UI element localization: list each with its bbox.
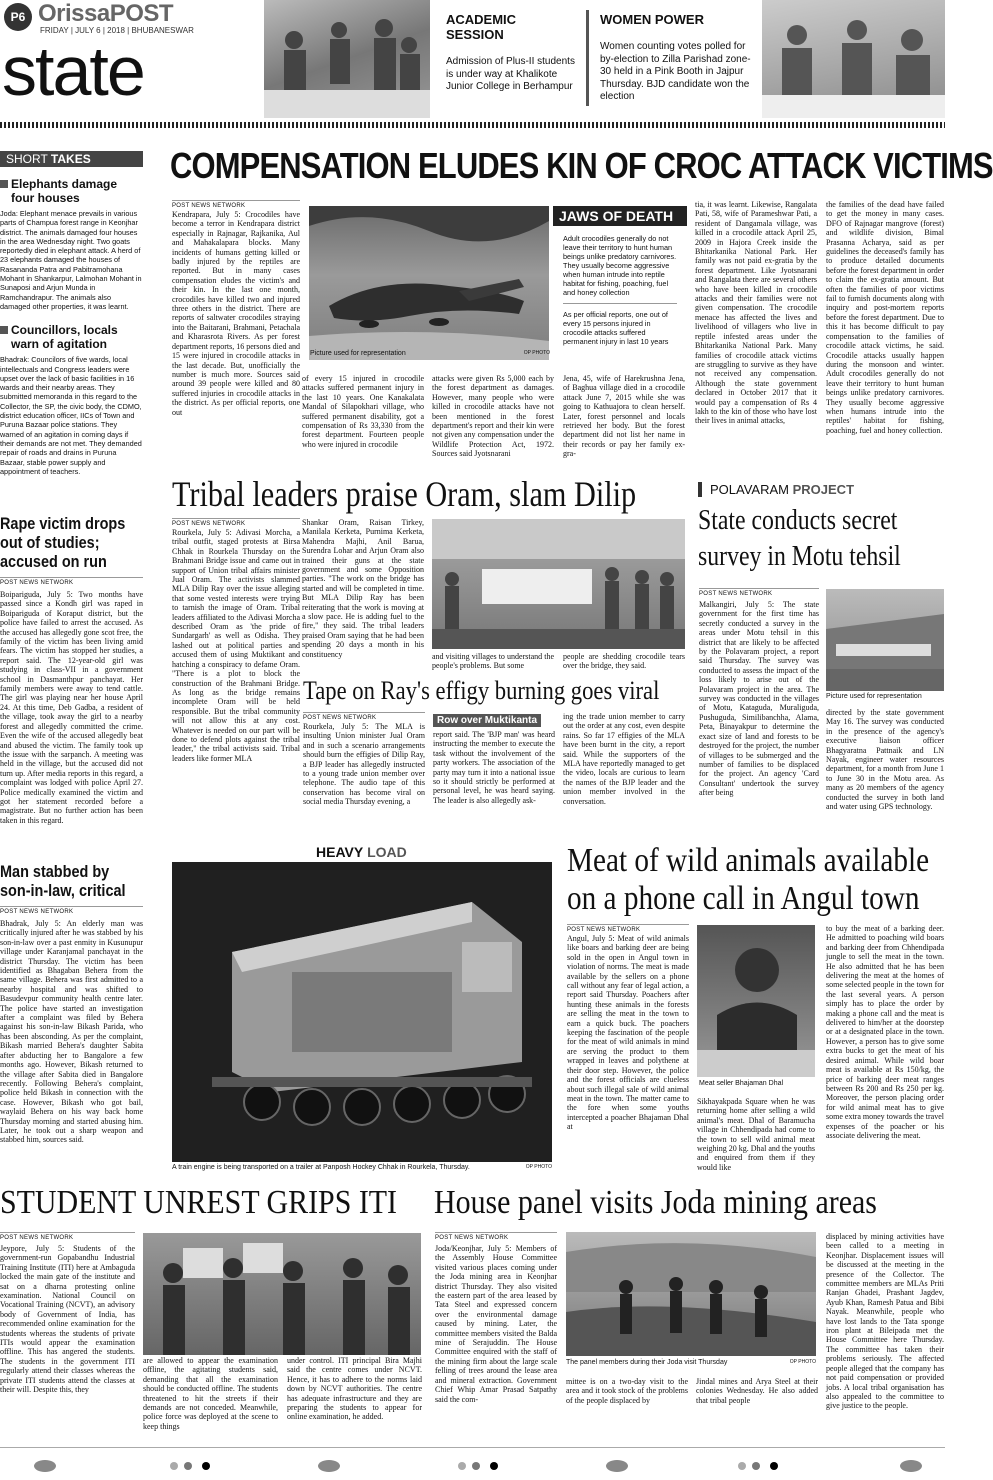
teaser-kicker: WOMEN POWER [600,12,704,27]
train-engine-photo [172,862,552,1162]
footer-rule [0,1447,945,1448]
short-take-body: Joda: Elephant menace prevails in various parts of Champua forest range in Keonjhar district. The animals damaged four houses in the area Wednesday night. Two goats reportedly died in elephant attack. A herd of 23 elephants damaged the houses of Rasananda Patra and Pabitramohana Mohant in Shankarpur, Lalmohan Mohant in Sunaposi and Arjun Munda in Ramchandrapur. The animals also damaged other properties, it was learnt. [0,209,142,311]
short-take-item[interactable] [0,323,143,476]
joda-headline[interactable]: House panel visits Joda mining areas [434,1184,877,1221]
tribal-col-4: people are shedding crocodile tears over the bridge, they said. [563,652,685,671]
short-takes-label: SHORT TAKES [0,151,143,167]
joda-col-4: displaced by mining activities have been called to a meeting in Keonjhar. Displacement issues will be discussed at the meeting in the presence of the Collector. The committee members are MLAs Priti Ranjan Ghadei, Prashant Jagdev, Ayub Khan, Ramesh Patua and Bibi Nayak. Meanwhile, people who have lost lands to the Tata sponge iron plant at Bileipada met the House Committee here Thursday. The committee has taken their problems seriously. The affected people alleged that the company has not paid compensation or provided jobs. A local tribal organisation has also appealed to the committee to give justice to the people. [826,1232,944,1411]
short-take-body: Bhadrak: Councilors of five wards, local intellectuals and Congress leaders were upset over the lack of basic facilities in 16 wards and their nearby areas. They submitted memoranda in this regard to the Collector, the SP, the civic body, the CDMO, district education officer, IICs of Town and Puruna Bazaar police stations. They warned of an agitation in coming days if their demands are not met. They demanded repair of roads and drains in Puruna Bazaar, stable power supply and appointment of teachers. [0,355,142,476]
polavaram-photo-caption: Picture used for representation [826,693,922,700]
teaser-academic[interactable] [446,12,576,94]
effigy-col-3: ing the trade union member to carry out the order at any cost, even despite rains. So far 17 effigies of the MLA have been burnt in the city, a report said. While the supporters of the MLA have reportedly managed to get the video, locals are curious to learn the names of the BJP leader and the union member involved in the conversation. [563,712,685,806]
tribal-col-2: Shankar Oram, Raisan Tirkey, Manilala Kerketa, Purnima Kerketa, Mahendra Majhi, Anil Barua, Surendra Lohar and Arjun Oram also trained their guns at the state government and some Opposition parties. "The work on the bridge has started and will be completed in time. But MLA Dilip Ray has been reiterating that the work is moving at a slow pace. He is adding fuel to the fire," they said. The tribal leaders praised Oram saying that he had been spending 20 days a month in his constituency [302,518,424,659]
rape-headline: Rape victim drops out of studies; accused on run [0,514,126,571]
short-takes [0,151,143,476]
meat-col-1: Angul, July 5: Meat of wild animals like boars and barking deer are being sold in the open in Angul town in violation of norms. The meat is made available by the sellers on a phone call without any fear of legal action, a report said Thursday. Poachers after hunting these animals in the forests are selling the meat in the town to earn a quick buck. The poachers keeping the fascination of the people for the meat of wild animals in mind are serving the product to them wrapped in leaves and polythene at their door step. However, the police and the forest officials are clueless about such illegal sale of wild animal meat in the town. The matter came to the fore when some youths intercepted a poacher Bhajaman Dhal at [567,934,689,1132]
teaser-women[interactable] [600,12,752,104]
teaser-divider [586,10,589,106]
polavaram-headline[interactable]: State conducts secret survey in Motu tehsil [698,504,901,572]
jaws-title: JAWS OF DEATH [553,206,687,226]
dateline: FRIDAY | JULY 6 | 2018 | BHUBANESWAR [40,26,194,35]
croc-byline: POST NEWS NETWORK [172,200,300,209]
tribal-col-3: and visiting villages to understand the people's problems. But some [432,652,554,671]
women-counting-photo [762,0,945,118]
croc-col-2: of every 15 injured in crocodile attacks suffered permanent injury in the last 10 years. One Kanakalata Mandal of Silapokhari village, who suffered permanent disability, got a compensation of Rs 33,330 from the forest department. Fourteen people who were injured in crocodile [302,374,424,449]
crocodile-photo [309,206,549,360]
iti-headline[interactable]: STUDENT UNREST GRIPS ITI [0,1184,398,1221]
registration-marks [0,1458,945,1478]
stabbed-body: Bhadrak, July 5: An elderly man was critically injured after he was stabbed by his son-in-law over a past enmity in Kusunupur village under Karanjamal panchayat in the district Thursday. The victim has been identified as Bhagaban Behera from the same village. Behera was first admitted to a nearby hospital and was shifted to Basudevpur community health centre later. The police have started an investigation after a complaint was filed by Behera against his son-in-law Bikash Parida, who has been absconding. As per the complaint, Bikash married Behera's daughter Sabita after abducting her to Bangalore a few months ago. However, Bikash returned to the village after Sabita died in Bangalore recently. Following Behera's complaint, police held Bikash in connection with the case. However, Bikash who got bail, waylaid Behera on his way back home Thursday morning and started abusing him. Later, he took out a sharp weapon and stabbed him, sources said. [0,919,143,1145]
effigy-col-1: Rourkela, July 5: The MLA is insulting Union minister Jual Oram and in such a scenario arrangements should burn the effigies of Dilip Ray, a BJP leader has allegedly instructed to a young trade union member over telephone. The audio tape of this conservation has become viral on social media Thursday evening, a [303,722,425,807]
teaser-kicker: ACADEMIC SESSION [446,12,517,42]
section-title: state [2,32,144,110]
short-take-headline: Elephants damage four houses [0,177,143,205]
jaws-of-death-box [553,206,687,362]
iti-col-1: Jeypore, July 5: Students of the government-run Gopabandhu Industrial Training Institute (ITI) here at Ambaguda locked the main gate of the institute and sat on a dharna protesting online examination. National Council on Vocational Training (NCVT), an advisory body of Government of India, has recommended online examination for the students whereas the students of private ITIs would appear the examination offline. This has angered the students. The students in the government ITI regularly attend their classes whereas the private ITI students attend the classes at their will. Despite this, they [0,1244,135,1395]
polavaram-kicker: POLAVARAM PROJECT [698,482,854,497]
jaws-fact-1: Adult crocodiles generally do not leave their territory to hunt human beings unlike predatory carnivores. They usually become aggressive when human intrude into reptile habitat for fishing, poaching, fuel and honey collection [563,234,677,297]
polavaram-col-2: directed by the state government May 16. The survey was conducted in the presence of the agency's executive liaison officer Bhagyaratna Pattnaik and LN Nayak, engineer water resources department, for a month from June 1 to June 30 in the Motu area. As many as 20 members of the agency conducted the survey in both land and water using GPS technology. [826,708,944,812]
croc-col-3: attacks were given Rs 5,000 each by the forest department as damages. However, many people who were killed in crocodile attacks have not been mentioned in the forest department's report and their kin were not given any compensation under the Wildlife Protection Act, 1972. Sources said Jyotsnarani [432,374,554,459]
rape-body: Boipariguda, July 5: Two months have passed since a Kondh girl was raped in Boipariguda of Koraput district, but the police have failed to arrest the accused. As the accused has allegedly gone scot free, the family of the victim has been living amid fears. The victim has stopped her studies, a report said. The 12-year-old girl was studying in class-VII in a government school in Dasmanthpur panchayat. Her family members were away to tend cattle. The girl was playing near her house April 24. At this time, Deb Gadba, a resident of the village, took away the girl to a nearby forest and allegedly committed the crime. Even the wife of the accused allegedly beat and abused the victim. The family took up the issue with the sarpanch. A meeting was held in the village, but the accused did not turn up. After media reports in this regard, a complaint was lodged with police April 27. Police medically examined the victim and got her statement recorded before a magistrate. But no further action has been taken in this regard. [0,590,143,825]
joda-col-1: Joda/Keonjhar, July 5: Members of the Assembly House Committee visited various places coming under the Joda mining area in Keonjhar district Thursday. They also visited the eastern part of the area leased by Tata Steel and expressed concern over the environmental damage caused by mining. Later, the committee members visited the Balda mine of Serajuddin. The House Committee enquired with the staff of the mining firm about the large scale felling of trees around the lease area and mineral extraction. Government Chief Whip Amar Prasad Satpathy said the com- [435,1244,557,1404]
rape-story[interactable]: Rape victim drops out of studies; accused on run POST NEWS NETWORK Boipariguda, July 5: Two months have passed since a Kondh girl was raped in Boipariguda of Koraput district, but the police have failed to arrest the accused. As the accused has allegedly gone scot free, the family of the victim has been living amid fears. The victim has stopped her studies, a report said. The 12-year-old girl was studying in class-VII in a government school in Dasmanthpur panchayat. Her family members were away to tend cattle. The girl was playing near her house April 24. At this time, Deb Gadba, a resident of the village, took away the girl to a nearby forest and allegedly committed the crime. Even the wife of the accused allegedly beat and abused the victim. The family took up the issue with the sarpanch. A meeting was held in the village, but the accused did not turn up. After media reports in this regard, a complaint was lodged with police April 27. Police medically examined the victim and got her statement recorded before a magistrate. But no further action has been taken in this regard. [0,514,143,854]
tribal-col-1: Rourkela, July 5: Adivasi Morcha, a tribal outfit, staged protests at Birsa Chhak in Rourkela Thursday on the Brahmani Bridge issue and came out in support of Union tribal affairs minister Jual Oram. The activists slammed MLA Dilip Ray over the issue alleging that some vested interests were trying to tarnish the image of Oram. Tribal leaders affiliated to the Adivasi Morcha described Oram as 'the pride of Sundargarh' as well as Odisha. They lashed out at political parties and accused them of using Muktikant and hatching a conspiracy to defame Oram. "There is a plot to block the construction of the Brahmani Bridge. As long as the bridge remains incomplete Oram will be held responsible. But the tribal community will not allow this at any cost. Whatever is needed on our part will be done to defend plots against the tribal leader," the tribal activists said. Tribal leaders like former MLA [172,528,300,763]
masthead-stripe [0,122,945,128]
meat-col-2: Sikhayakpada Square when he was returning home after selling a wild animal's meat. Dhal of Baramucha village in Chhendipada had come to the town to sell wild animal meat weighing 20 kg. Dhal and the youths and enquired from them if they would like [697,1097,815,1172]
meat-photo-caption: Meat seller Bhajaman Dhal [699,1080,784,1087]
polavaram-photo [826,589,944,691]
effigy-col-2: report said. The 'BJP man' was heard instructing the member to execute the task without the involvement of the party workers. The association of the party may turn it into a national issue so it should strictly be performed at personal level, he was heard saying. The leader is also allegedly ask- [433,730,555,805]
teaser-text: Admission of Plus-II students is under way at Khalikote Junior College in Berhampur [446,56,575,92]
tribal-headline[interactable]: Tribal leaders praise Oram, slam Dilip [172,474,637,514]
meat-col-3: to buy the meat of a barking deer. He admitted to poaching wild boars and barking deer from Chhendipada jungle to sell the meat in the town. He also admitted that he has been delivering the meat at the homes of some selected people in the town for the last several years. A person simply has to place the order by making a phone call and the meat is delivered to him/her at the doorstep or at a designated place in the town. However, a person has to give some extra bucks to get the meat of his desired animal. While wild boar meat is available at Rs 150/kg, the price of barking deer meat ranges between Rs 200 and Rs 250 per kg. Moreover, the person placing order for wild animal meat has to give some extra money towards the travel expenses of the poacher or his associate delivering the meat. [826,924,944,1140]
croc-col-5: tia, it was learnt. Likewise, Rangalata Pati, 58, wife of Parameshwar Pati, a resident of Dangamala village, was killed in a crocodile attack April 25, 2009 in Hajora Creek inside the Bhitarkanika National Park. Her family was not paid ex-gratia by the forest department. Like Jyotsnarani and Rangalata there are several others who have been killed in crocodile attacks and their families were not given compensation. The crocodile menace has affected the lives and livelihood of villagers who live in reptile infested areas under the Bhitarkanika National Park. Many families of crocodile attack victims are struggling to survive as they have not received any compensation. Although the state government declared in October 2017 that it would pay a compensation of Rs 4 lakh to the kin of those who have lost their lives in animal attacks, [695,200,817,426]
iti-col-2: are allowed to appear the examination offline, the agitating students said, demanding that all the examination should be conducted offline. The students threatened to hit the streets if their demands are not conceded. Meanwhile, police force was deployed at the scene to keep things [143,1356,278,1431]
page-number-badge: P6 [4,3,32,31]
brand-logo: OrissaPOST [38,0,174,27]
croc-headline[interactable]: COMPENSATION ELUDES KIN OF CROC ATTACK VICTIMS [170,145,993,186]
meat-seller-photo [697,925,815,1077]
train-photo-caption: A train engine is being transported on a trailer at Panposh Hockey Chhak in Rourkela, Thursday. OP PHOTO [172,1164,552,1171]
iti-protest-photo [143,1233,421,1355]
tribal-protest-photo [432,519,685,649]
stabbed-headline: Man stabbed by son-in-law, critical [0,862,126,900]
effigy-kicker: Row over Muktikanta [433,714,541,727]
stabbed-story[interactable]: Man stabbed by son-in-law, critical POST NEWS NETWORK Bhadrak, July 5: An elderly man was critically injured after he was stabbed by his son-in-law over a past enmity in Kusunupur village under Karanjamal panchayat in the district Thursday. The victim has been identified as Bhagaban Behera from the same village. Behera was first admitted to a nearby hospital and was shifted to Basudevpur community health centre later. The police have started an investigation after a complaint was filed by Behera against his son-in-law Bikash Parida, who has been absconding. As per the complaint, Bikash married Behera's daughter Sabita after abducting her to Bangalore a few months ago. However, Bikash returned to the village after Sabita died in Bangalore recently. Following Behera's complaint, police held Bikash in connection with the case. However, Bikash who got bail, waylaid Behera on his way back home Thursday morning and started abusing him. Later, he took out a sharp weapon and stabbed him, sources said. [0,862,143,1183]
effigy-headline[interactable]: Tape on Ray's effigy burning goes viral [303,676,660,705]
short-take-headline: Councillors, locals warn of agitation [0,323,143,351]
masthead [0,0,945,122]
croc-col-4: Jena, 45, wife of Harekrushna Jena, of Baghua village died in a crocodile attack June 7, 2015 while she was going to Kathuajora to clean herself. Later, forest personnel and locals retrieved her body. But the forest department did not list her name in their records or pay her family ex-gra- [563,374,685,459]
heavy-load-kicker: HEAVY LOAD [316,844,407,860]
croc-photo-caption: Picture used for representation OP PHOTO [310,350,550,357]
joda-col-3: Jindal mines and Arya Steel at their colonies Wednesday. He also added that tribal people [696,1377,818,1405]
house-panel-photo [566,1232,816,1356]
admission-photo [264,0,430,118]
joda-col-2: mittee is on a two-day visit to the area and it took stock of the problems of the people displaced by [566,1377,688,1405]
teaser-text: Women counting votes polled for by-election to Zilla Parishad zone-30 held in a Pink Booth in Jajpur Thursday. BJD candidate won the election [600,41,751,102]
jaws-fact-2: As per official reports, one out of every 15 persons injured in crocodile attacks suffered permanent injury in last 10 years [563,310,669,346]
iti-col-3: under control. ITI principal Bira Majhi said the centre comes under NCVT. Hence, it has to adhere to the norms laid down by NCVT authorities. The centre has adequate infrastructure and they are preparing the students to appear for online examination, he added. [287,1356,422,1422]
polavaram-col-1: Malkangiri, July 5: The state government for the first time has secretly conducted a survey in the areas under Motu tehsil in this district that are likely to be affected by the Polavaram project, a report said Thursday. The survey was conducted to assess the impact of the loss likely to arise out of the Polavaram project in the area. The survey was conducted in the villages of Motu, Kataguda, Muraliguda, Pushuguda, Similibanchha, Alama, Peta, Binayakpur to determine the exact size of land and forests to be destroyed for the project, the number of villages to be submerged and the number of families to be displaced for the project. An agency 'Card Consultant' undertook the survey after being [699,600,819,798]
croc-col-6: the families of the dead have failed to get the money in many cases. DFO of Rajnagar mangrove (forest) and wildlife division, Bimal Prasanna Acharya, said as per guidelines the deceased's family has to produce detailed documents before the forest department in order to claim the ex-gratia amount. But often the families of poor victims fail to furnish documents along with inquiry and post-mortem reports before the forest department. Due to this it has become difficult to pay compensation to the families of crocodile attack victims, he said. Crocodile attacks usually happen during the monsoon and winter. Adult crocodiles generally do not leave their territory to hunt human beings unlike predatory carnivores. They usually become aggressive when humans intrude into the reptiles' habitat for fishing, poaching, fuel and honey collection. [826,200,944,435]
croc-col-1: Kendrapara, July 5: Crocodiles have become a terror in Kendrapara district especially in Rajnagar, Rajkanika, Aul and Mahakalapara blocks. Many incidents of humans getting killed or badly injured by the reptiles are reported. But in many cases compensation eludes the victim's and their kin. In the last one month, crocodiles have killed two and injured three others in the district. There are reports of saltwater crocodiles straying into the Baitarani, Brahmani, Petachala and Kharasrota Rivers. As per forest department reports, 16 persons died and 15 were injured in crocodile attacks in the last decade. But, unofficially the number is much more. Sources said around 39 people were killed and 80 suffered injuries in crocodile attacks in the district. As per official reports, one out [172,210,300,417]
meat-headline[interactable]: Meat of wild animals available on a phone call in Angul town [567,842,930,917]
short-take-item[interactable] [0,177,143,311]
house-panel-caption: The panel members during their Joda visit Thursday OP PHOTO [566,1359,816,1366]
